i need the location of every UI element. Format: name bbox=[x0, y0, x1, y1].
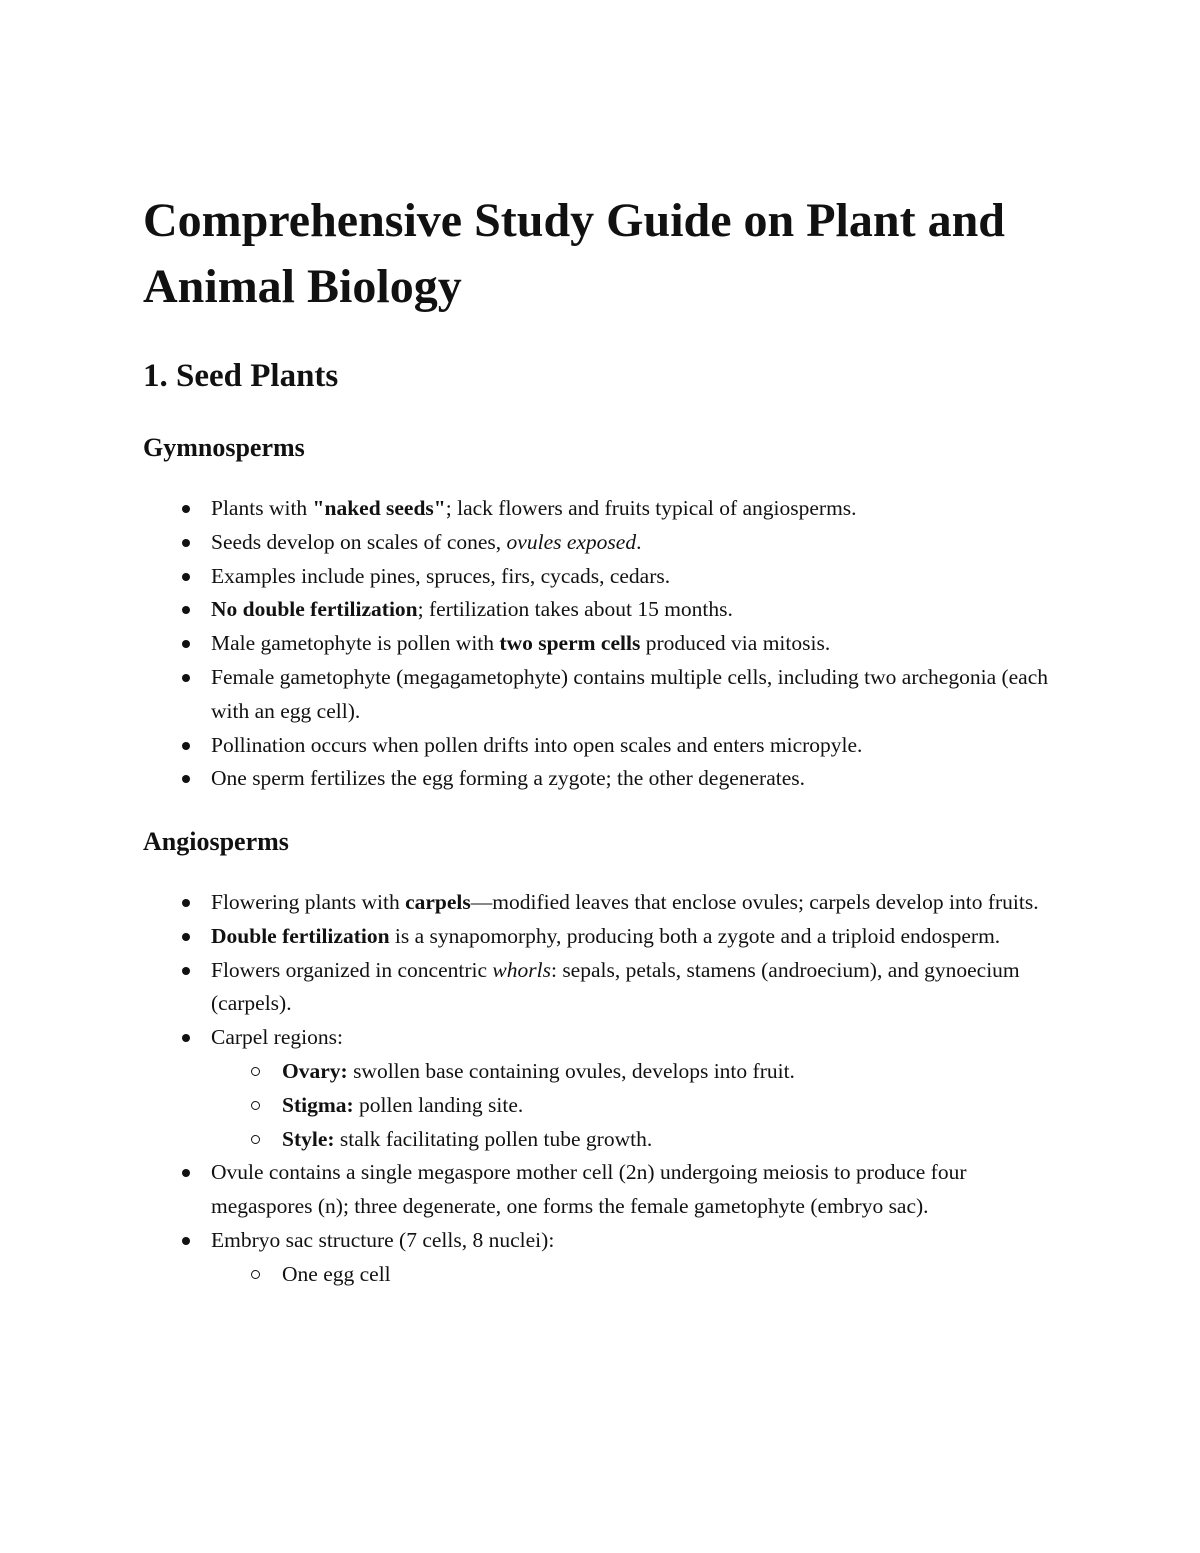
gymnosperms-list bbox=[143, 492, 1063, 796]
bullet-dot-icon bbox=[182, 606, 190, 614]
bullet-circle-icon bbox=[251, 1101, 260, 1110]
sub-list-item: Style: stalk facilitating pollen tube growth. bbox=[143, 1123, 1063, 1157]
list-item: Pollination occurs when pollen drifts into open scales and enters micropyle. bbox=[143, 729, 1063, 763]
list-item: Flowers organized in concentric whorls: sepals, petals, stamens (androecium), and gynoecium (carpels). bbox=[143, 954, 1063, 1022]
list-item: Plants with "naked seeds"; lack flowers and fruits typical of angiosperms. bbox=[143, 492, 1063, 526]
bullet-dot-icon bbox=[182, 775, 190, 783]
bullet-dot-icon bbox=[182, 573, 190, 581]
bullet-dot-icon bbox=[182, 640, 190, 648]
page-title: Comprehensive Study Guide on Plant and Animal Biology bbox=[143, 194, 1005, 313]
bullet-circle-icon bbox=[251, 1067, 260, 1076]
sub-list-item: One egg cell bbox=[143, 1258, 1063, 1292]
list-item: No double fertilization; fertilization takes about 15 months. bbox=[143, 593, 1063, 627]
list-item: Embryo sac structure (7 cells, 8 nuclei): bbox=[143, 1224, 1063, 1258]
bullet-dot-icon bbox=[182, 674, 190, 682]
sub-list-item: Stigma: pollen landing site. bbox=[143, 1089, 1063, 1123]
subheading-gymnosperms: Gymnosperms bbox=[143, 433, 305, 462]
list-item: Seeds develop on scales of cones, ovules exposed. bbox=[143, 526, 1063, 560]
bullet-circle-icon bbox=[251, 1135, 260, 1144]
bullet-dot-icon bbox=[182, 539, 190, 547]
list-item: One sperm fertilizes the egg forming a zygote; the other degenerates. bbox=[143, 762, 1063, 796]
sub-list-item: Ovary: swollen base containing ovules, develops into fruit. bbox=[143, 1055, 1063, 1089]
list-item: Male gametophyte is pollen with two sperm cells produced via mitosis. bbox=[143, 627, 1063, 661]
bullet-dot-icon bbox=[182, 967, 190, 975]
list-item: Female gametophyte (megagametophyte) contains multiple cells, including two archegonia (each with an egg cell). bbox=[143, 661, 1063, 729]
list-item: Examples include pines, spruces, firs, cycads, cedars. bbox=[143, 560, 1063, 594]
subheading-angiosperms: Angiosperms bbox=[143, 827, 289, 856]
section-heading-seed-plants: 1. Seed Plants bbox=[143, 358, 339, 394]
list-item: Carpel regions: bbox=[143, 1021, 1063, 1055]
list-item: Double fertilization is a synapomorphy, producing both a zygote and a triploid endosperm. bbox=[143, 920, 1063, 954]
bullet-dot-icon bbox=[182, 1034, 190, 1042]
bullet-dot-icon bbox=[182, 1169, 190, 1177]
bullet-dot-icon bbox=[182, 505, 190, 513]
list-item: Flowering plants with carpels—modified leaves that enclose ovules; carpels develop into fruits. bbox=[143, 886, 1063, 920]
bullet-dot-icon bbox=[182, 1237, 190, 1245]
angiosperms-list bbox=[143, 886, 1063, 1292]
bullet-dot-icon bbox=[182, 899, 190, 907]
bullet-dot-icon bbox=[182, 742, 190, 750]
bullet-dot-icon bbox=[182, 933, 190, 941]
list-item: Ovule contains a single megaspore mother cell (2n) undergoing meiosis to produce four megaspores (n); three degenerate, one forms the female gametophyte (embryo sac). bbox=[143, 1156, 1063, 1224]
bullet-circle-icon bbox=[251, 1270, 260, 1279]
